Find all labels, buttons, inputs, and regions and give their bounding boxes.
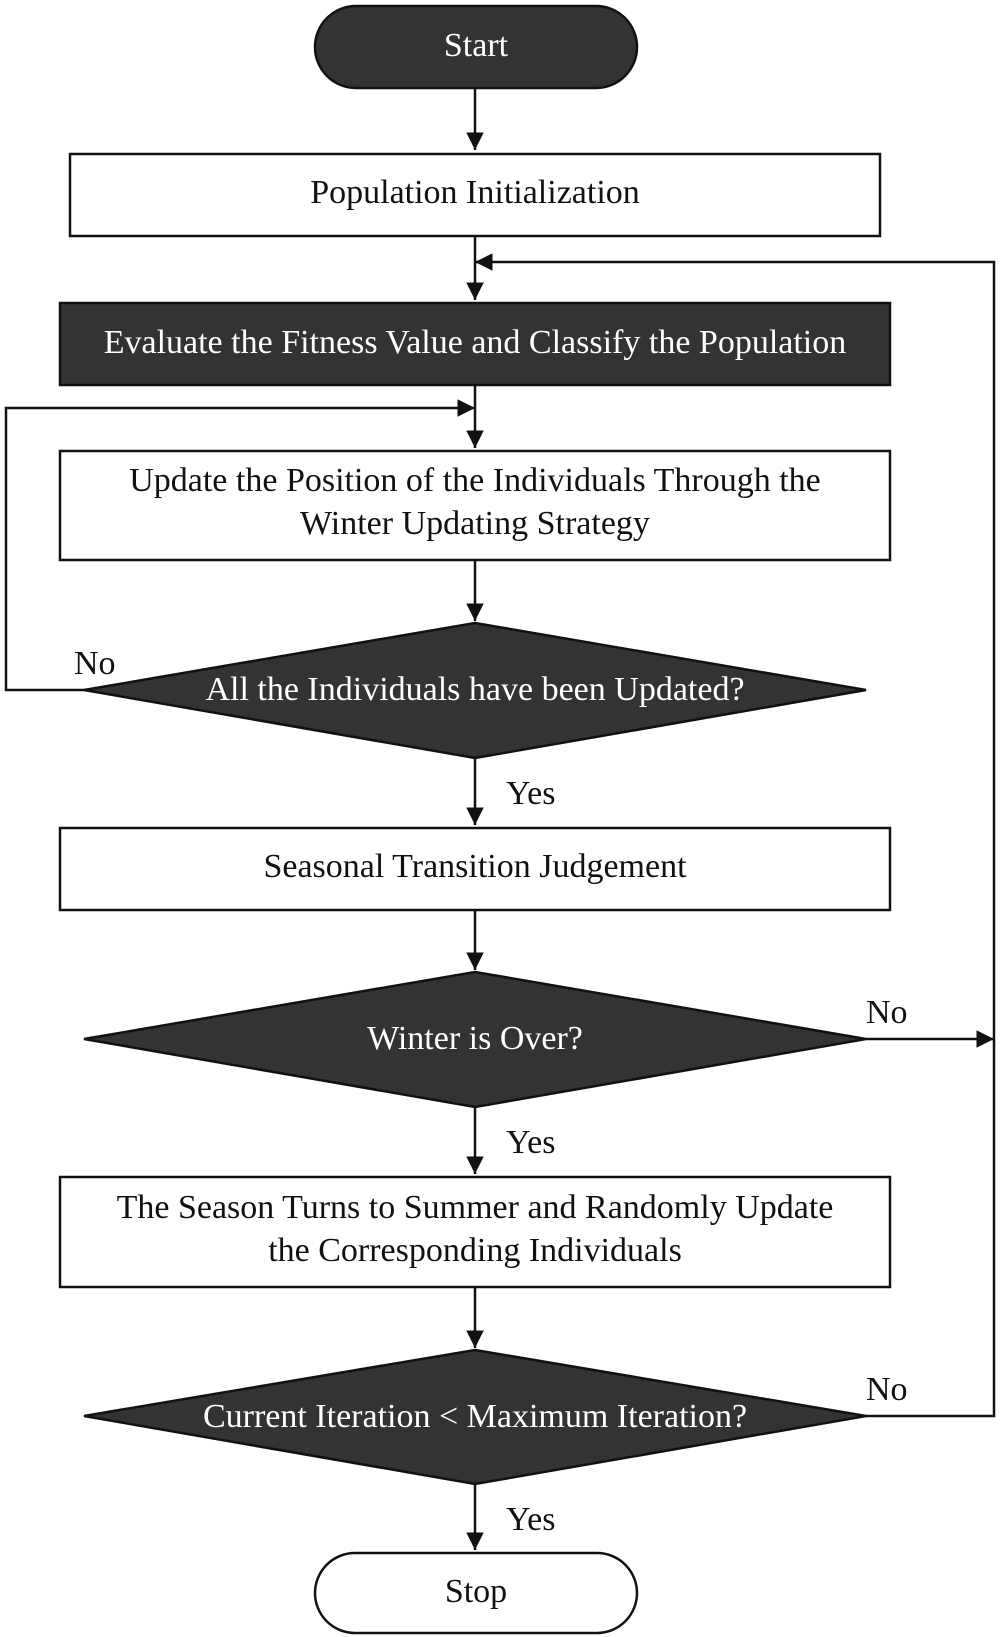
summer-update-node (60, 1177, 890, 1287)
stop-node (315, 1553, 637, 1633)
iteration-yes-label: Yes (506, 1501, 556, 1538)
seasonal-judgement-node (60, 828, 890, 910)
evaluate-node (60, 303, 890, 385)
iteration-no-label: No (866, 1371, 908, 1408)
evaluate-label: Evaluate the Fitness Value and Classify the Population (103, 323, 847, 361)
start-label: Start (443, 26, 509, 64)
summer-update-label-line1: The Season Turns to Summer and Randomly Update (116, 1188, 834, 1226)
winter-over-decision (84, 972, 866, 1107)
seasonal-judgement-label: Seasonal Transition Judgement (263, 847, 687, 885)
stop-label: Stop (444, 1572, 508, 1610)
start-node (315, 6, 637, 88)
winter-over-no-label: No (866, 994, 908, 1031)
all-updated-yes-label: Yes (506, 775, 556, 812)
winter-update-label-line1: Update the Position of the Individuals Through the (129, 461, 821, 499)
winter-update-label-line2: Winter Updating Strategy (300, 504, 650, 542)
winter-over-yes-label: Yes (506, 1124, 556, 1161)
population-init-label: Population Initialization (310, 173, 640, 211)
all-updated-no-label: No (74, 645, 116, 682)
all-updated-label: All the Individuals have been Updated? (205, 670, 745, 708)
population-init-node (70, 154, 880, 236)
summer-update-label-line2: the Corresponding Individuals (268, 1231, 682, 1269)
iteration-label: Current Iteration < Maximum Iteration? (202, 1397, 748, 1435)
winter-over-label: Winter is Over? (367, 1019, 583, 1057)
all-updated-decision (84, 623, 866, 758)
iteration-decision (84, 1350, 866, 1484)
winter-update-node (60, 451, 890, 560)
